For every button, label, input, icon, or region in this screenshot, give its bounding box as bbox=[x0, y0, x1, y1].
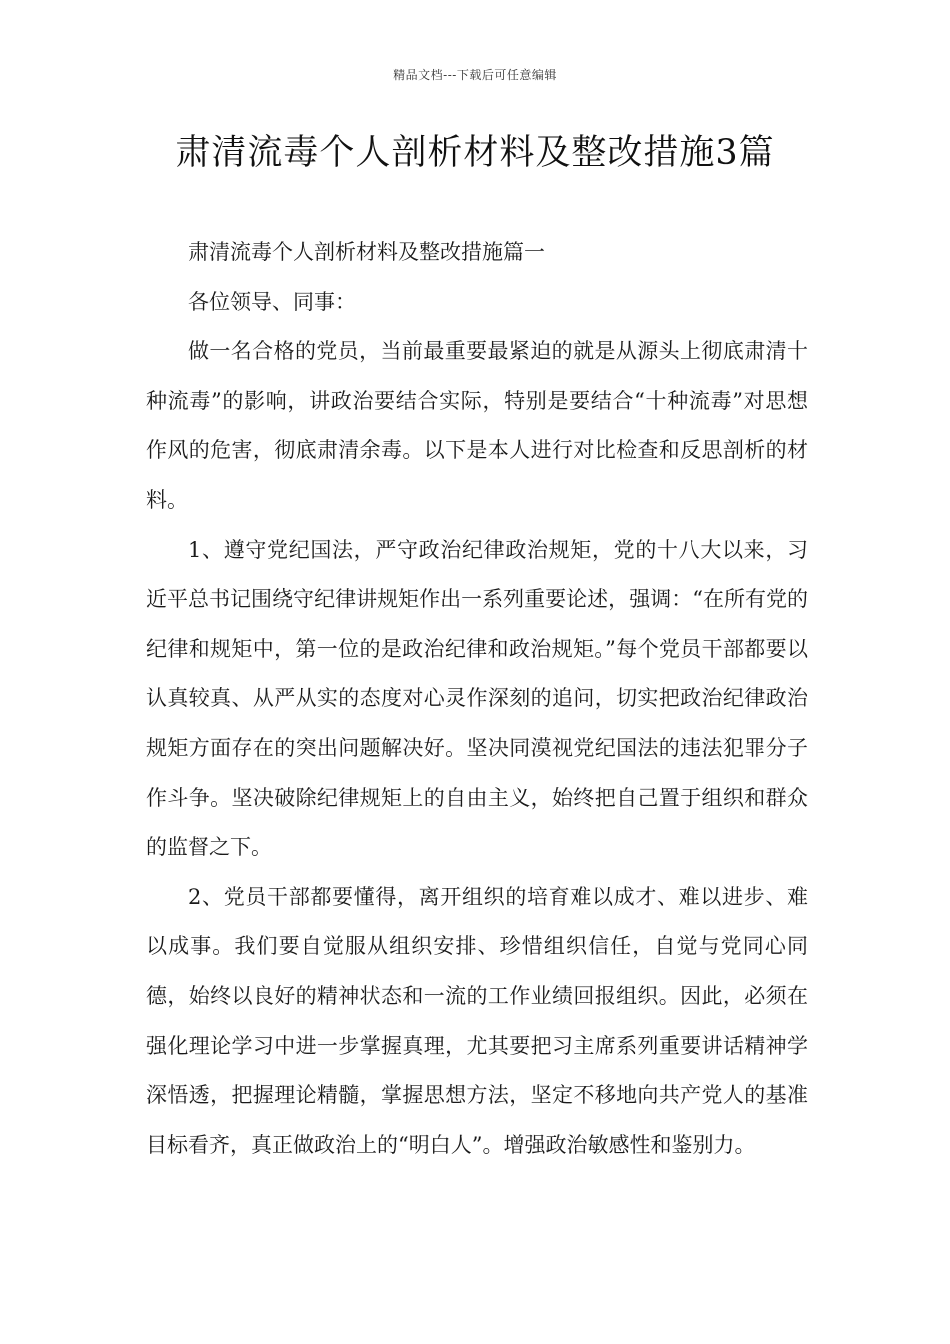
paragraph-intro: 做一名合格的党员，当前最重要最紧迫的就是从源头上彻底肃清十种流毒”的影响，讲政治要结合实际，特别是要结合“十种流毒”对思想作风的危害，彻底肃清余毒。以下是本人进行对比检查和反思剖析的材料。 bbox=[146, 339, 808, 512]
salutation: 各位领导、同事： bbox=[188, 289, 356, 314]
document-body bbox=[146, 228, 808, 1170]
paragraph-point-1: 1、遵守党纪国法，严守政治纪律政治规矩，党的十八大以来，习近平总书记围绕守纪律讲规矩作出一系列重要论述，强调：“在所有党的纪律和规矩中，第一位的是政治纪律和政治规矩。”每个党员干部都要以认真较真、从严从实的态度对心灵作深刻的追问，切实把政治纪律政治规矩方面存在的突出问题解决好。坚决同漠视党纪国法的违法犯罪分子作斗争。坚决破除纪律规矩上的自由主义，始终把自己置于组织和群众的监督之下。 bbox=[146, 537, 808, 860]
section-heading: 肃清流毒个人剖析材料及整改措施篇一 bbox=[188, 240, 545, 264]
paragraph-point-2: 2、党员干部都要懂得，离开组织的培育难以成才、难以进步、难以成事。我们要自觉服从组织安排、珍惜组织信任，自觉与党同心同德，始终以良好的精神状态和一流的工作业绩回报组织。因此，必须在强化理论学习中进一步掌握真理，尤其要把习主席系列重要讲话精神学深悟透，把握理论精髓，掌握思想方法，坚定不移地向共产党人的基准目标看齐，真正做政治上的“明白人”。增强政治敏感性和鉴别力。 bbox=[146, 884, 808, 1157]
document-title: 肃清流毒个人剖析材料及整改措施3篇 bbox=[175, 133, 775, 173]
header-note: 精品文档---下载后可任意编辑 bbox=[393, 68, 557, 82]
